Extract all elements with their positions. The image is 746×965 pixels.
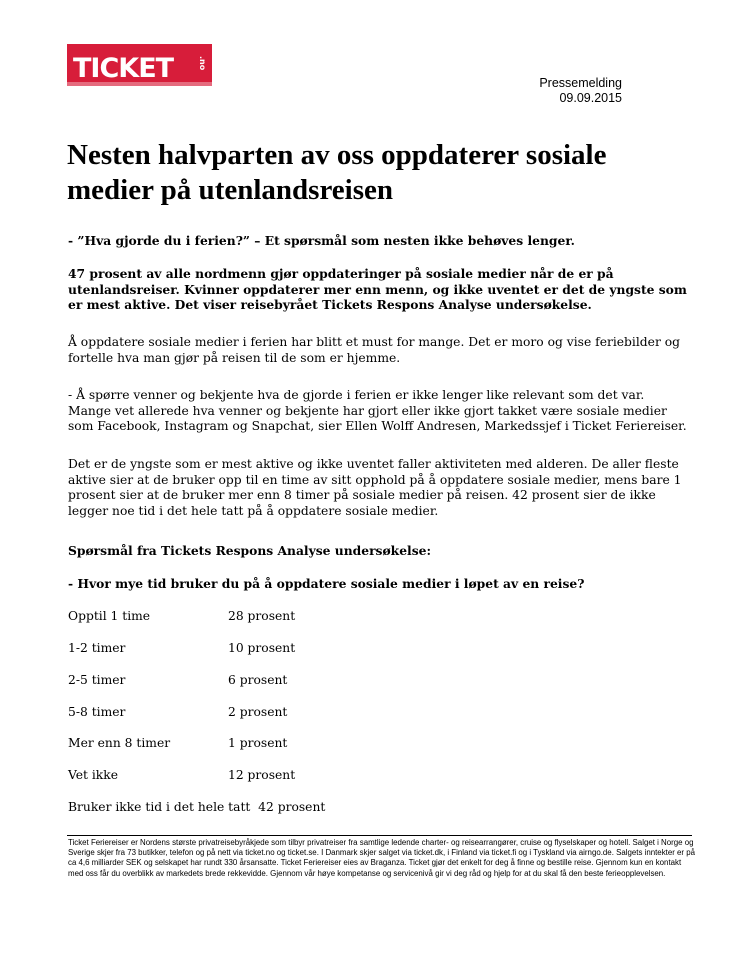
- press-header: [539, 76, 622, 106]
- logo-wordmark: TICKET: [73, 53, 174, 84]
- lead-question: - ”Hva gjorde du i ferien?” – Et spørsmål som nesten ikke behøves lenger.: [68, 233, 575, 248]
- footer-divider: [67, 835, 692, 836]
- row-label: 2-5 timer: [68, 673, 126, 687]
- row-value: 28 prosent: [228, 609, 296, 623]
- survey-row: [68, 641, 296, 656]
- logo-suffix: .no: [198, 56, 207, 71]
- row-label: Mer enn 8 timer: [68, 736, 171, 750]
- row-value: 6 prosent: [228, 673, 288, 687]
- body-paragraph-2: - Å spørre venner og bekjente hva de gjorde i ferien er ikke lenger like relevant som det var. Mange vet allerede hva venner og bekjente har gjort eller ikke gjort takket være sosiale medier som Facebook, Instagram og Snapchat, sier Ellen Wolff Andresen, Markedssjef i Ticket Feriereiser.: [68, 388, 687, 433]
- survey-heading: Spørsmål fra Tickets Respons Analyse undersøkelse:: [68, 543, 431, 558]
- doc-type-label: Pressemelding: [539, 76, 622, 90]
- survey-row: [68, 673, 288, 688]
- footer-boilerplate: Ticket Feriereiser er Nordens største privatreisebyråkjede som tilbyr privatreiser fra samtlige ledende charter- og reisearrangører, cruise og flyselskaper og hotell. Salget i Norge og Sverige skjer fra 73 butikker, telefon og på nett via ticket.no og ticket.se. I Danmark skjer salget via ticket.dk, i Finland via ticket.fi og i Tyskland via airngo.de. Salgets inntekter er på ca 4,6 milliarder SEK og selskapet har rundt 330 årsansatte. Ticket Feriereiser eies av Braganza. Ticket gjør det enkelt for deg å finne og bestille reise. Gjennom kun en kontakt med oss får du overblikk av markedets brede rekkevidde. Gjennom vår høye kompetanse og servicenivå gir vi deg råd og hjelp for at du skal få den beste ferieopplevelsen.: [68, 838, 696, 878]
- row-value: 1 prosent: [228, 736, 288, 750]
- body-paragraph-1: Å oppdatere sosiale medier i ferien har blitt et must for mange. Det er moro og vise feriebilder og fortelle hva man gjør på reisen til de som er hjemme.: [68, 335, 681, 365]
- release-date: 09.09.2015: [559, 91, 622, 105]
- ingress: 47 prosent av alle nordmenn gjør oppdateringer på sosiale medier når de er på utenlandsreiser. Kvinner oppdaterer mer enn menn, og ikke uventet er det de yngste som er mest aktive. Det viser reisebyrået Tickets Respons Analyse undersøkelse.: [68, 266, 687, 312]
- row-label: Vet ikke: [68, 768, 118, 782]
- survey-row: [68, 705, 288, 720]
- body-paragraph-3: Det er de yngste som er mest aktive og ikke uventet faller aktiviteten med alderen. De aller fleste aktive sier at de bruker opp til en time av sitt opphold på å oppdatere sosiale medier, mens bare 1 prosent sier at de bruker mer enn 8 timer på sosiale medier på reisen. 42 prosent sier de ikke legger noe tid i det hele tatt på å oppdatere sosiale medier.: [68, 457, 682, 518]
- row-value: 10 prosent: [228, 641, 296, 655]
- row-value: 12 prosent: [228, 768, 296, 782]
- survey-row: [68, 768, 296, 783]
- survey-row-last: Bruker ikke tid i det hele tatt 42 prosent: [68, 800, 326, 814]
- survey-question: - Hvor mye tid bruker du på å oppdatere sosiale medier i løpet av en reise?: [68, 576, 585, 591]
- row-label: Opptil 1 time: [68, 609, 151, 623]
- ticket-logo: [67, 44, 212, 86]
- row-label: 1-2 timer: [68, 641, 126, 655]
- survey-row: [68, 736, 288, 751]
- row-value: 2 prosent: [228, 705, 288, 719]
- survey-row: [68, 609, 296, 624]
- row-label: 5-8 timer: [68, 705, 126, 719]
- headline: Nesten halvparten av oss oppdaterer sosiale medier på utenlandsreisen: [67, 139, 607, 206]
